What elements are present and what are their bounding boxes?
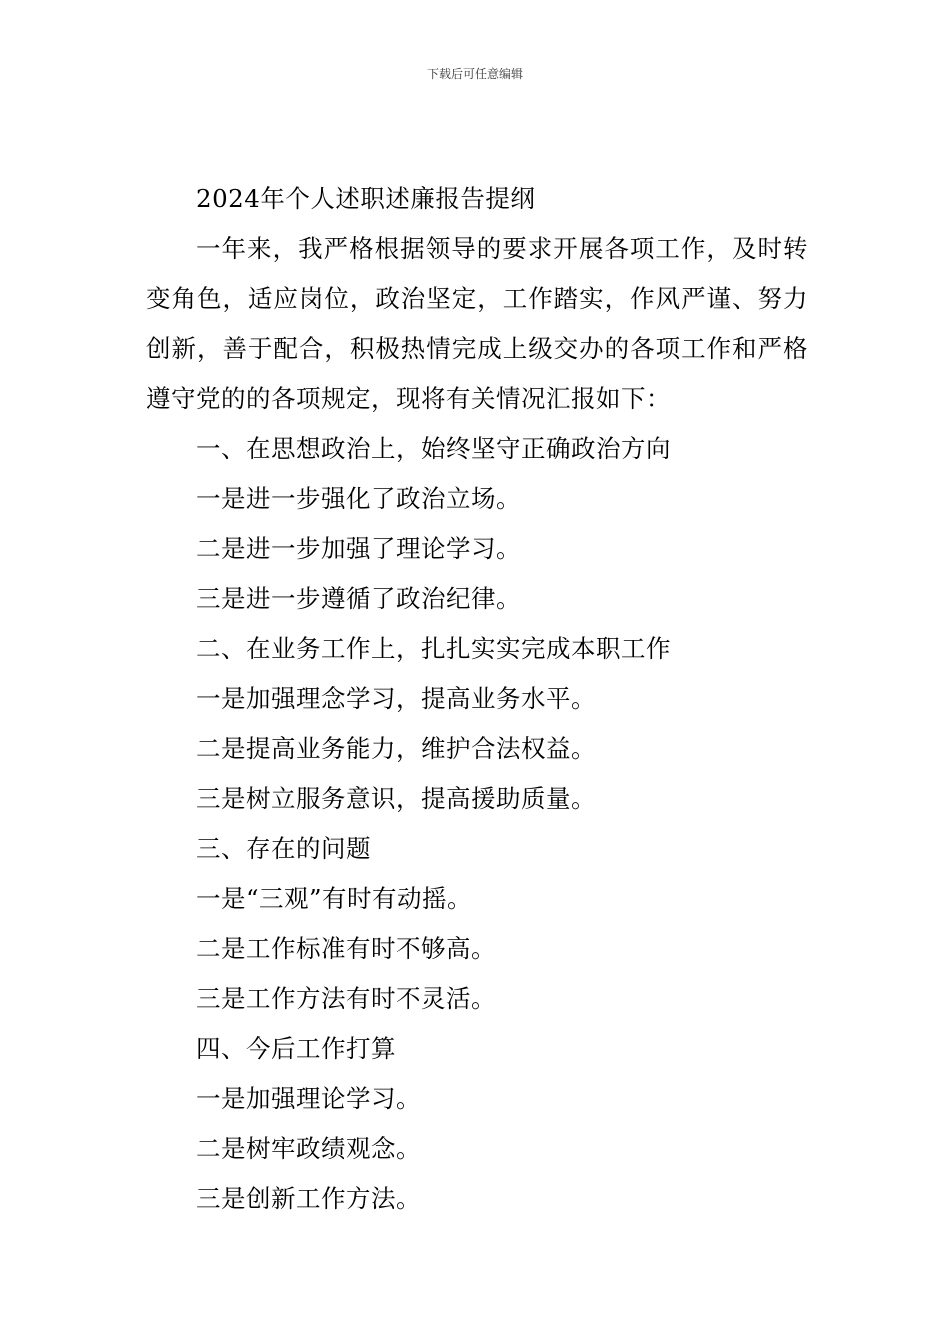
page-header-note: 下载后可任意编辑	[426, 67, 523, 81]
list-item: 一是加强理论学习。	[196, 1084, 421, 1113]
section-heading-4: 四、今后工作打算	[196, 1034, 396, 1063]
list-item: 二是进一步加强了理论学习。	[196, 534, 521, 563]
list-item: 三是创新工作方法。	[196, 1184, 421, 1213]
list-item: 三是树立服务意识，提高援助质量。	[196, 784, 596, 813]
list-item: 三是工作方法有时不灵活。	[196, 984, 496, 1013]
document-body	[146, 174, 808, 1224]
section-heading-1: 一、在思想政治上，始终坚守正确政治方向	[196, 434, 671, 463]
document-title: 2024年个人述职述廉报告提纲	[196, 184, 536, 213]
list-item: 一是进一步强化了政治立场。	[196, 484, 521, 513]
section-heading-3: 三、存在的问题	[196, 834, 371, 863]
list-item: 三是进一步遵循了政治纪律。	[196, 584, 521, 613]
list-item: 二是工作标准有时不够高。	[196, 934, 496, 963]
list-item: 一是“三观”有时有动摇。	[196, 884, 473, 913]
list-item: 二是提高业务能力，维护合法权益。	[196, 734, 596, 763]
list-item: 二是树牢政绩观念。	[196, 1134, 421, 1163]
section-heading-2: 二、在业务工作上，扎扎实实完成本职工作	[196, 634, 671, 663]
intro-paragraph: 一年来，我严格根据领导的要求开展各项工作，及时转变角色，适应岗位，政治坚定，工作踏实，作风严谨、努力创新，善于配合，积极热情完成上级交办的各项工作和严格遵守党的的各项规定，现将有关情况汇报如下：	[146, 234, 808, 413]
list-item: 一是加强理念学习，提高业务水平。	[196, 684, 596, 713]
